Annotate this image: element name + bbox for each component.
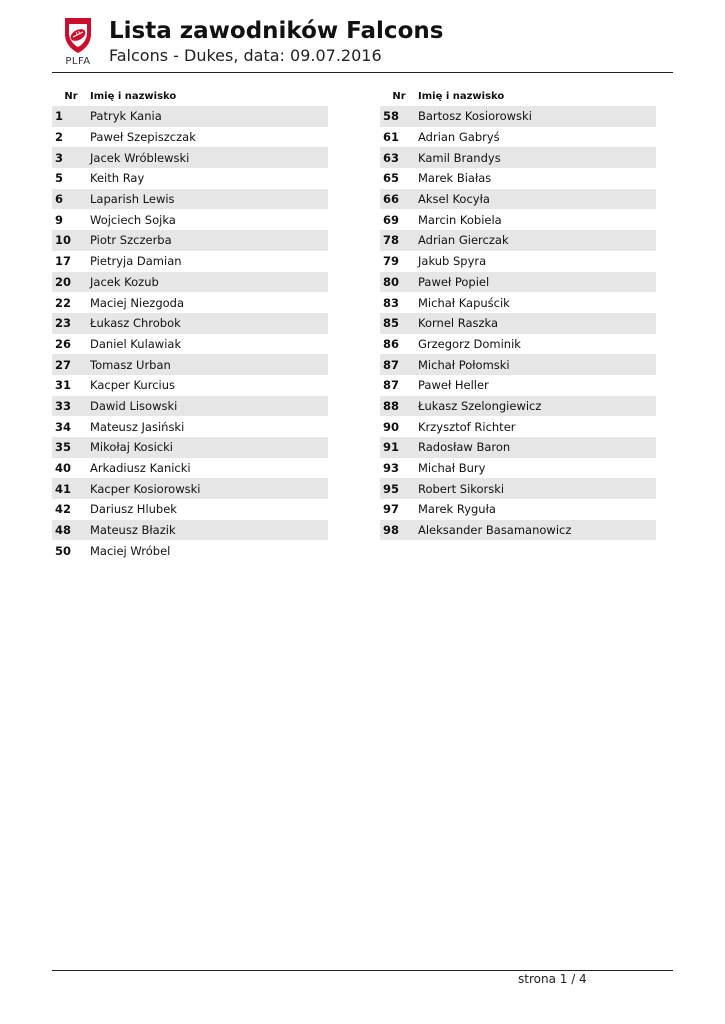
player-name: Adrian Gabryś: [418, 130, 500, 145]
player-name: Jacek Wróblewski: [90, 150, 190, 165]
table-row: [52, 251, 328, 272]
table-row: [380, 272, 656, 293]
player-number: 87: [383, 357, 400, 372]
player-name: Dawid Lisowski: [90, 398, 178, 413]
table-row: [52, 334, 328, 355]
player-name: Michał Połomski: [418, 357, 510, 372]
player-name: Kornel Raszka: [418, 316, 499, 331]
player-number: 58: [383, 109, 400, 124]
table-row: [380, 168, 656, 189]
player-number: 20: [55, 274, 72, 289]
page-title: Lista zawodników Falcons: [109, 18, 444, 44]
table-row: [380, 520, 656, 541]
player-name: Wojciech Sojka: [90, 212, 176, 227]
table-row: [380, 106, 656, 127]
player-name: Aksel Kocyła: [418, 192, 490, 207]
table-row: [52, 437, 328, 458]
table-row: [52, 540, 328, 561]
table-row: [52, 375, 328, 396]
player-name: Robert Sikorski: [418, 481, 505, 496]
player-number: 31: [55, 378, 72, 393]
table-row: [380, 334, 656, 355]
player-number: 97: [383, 502, 400, 517]
table-row: [52, 416, 328, 437]
player-number: 5: [55, 171, 64, 186]
player-name: Michał Bury: [418, 461, 486, 476]
player-name: Piotr Szczerba: [90, 233, 172, 248]
roster-table-left: [52, 86, 328, 561]
column-header-nr: Nr: [64, 90, 78, 102]
table-row: [52, 147, 328, 168]
player-name: Marek Ryguła: [418, 502, 496, 517]
player-name: Patryk Kania: [90, 109, 162, 124]
logo-text: PLFA: [65, 56, 91, 67]
player-number: 93: [383, 461, 400, 476]
table-row: [52, 499, 328, 520]
player-number: 91: [383, 440, 400, 455]
table-row: [52, 168, 328, 189]
player-number: 34: [55, 419, 72, 434]
footer-divider: [52, 970, 673, 971]
column-header-name: Imię i nazwisko: [90, 90, 177, 102]
player-number: 48: [55, 523, 72, 538]
table-row: [380, 396, 656, 417]
table-row: [380, 147, 656, 168]
player-number: 17: [55, 254, 72, 269]
column-header-name: Imię i nazwisko: [418, 90, 505, 102]
player-name: Bartosz Kosiorowski: [418, 109, 532, 124]
table-row: [380, 209, 656, 230]
player-name: Paweł Popiel: [418, 274, 490, 289]
player-number: 50: [55, 543, 72, 558]
table-row: [52, 292, 328, 313]
table-row: [52, 458, 328, 479]
player-name: Krzysztof Richter: [418, 419, 516, 434]
player-name: Jacek Kozub: [90, 274, 159, 289]
player-number: 42: [55, 502, 72, 517]
column-header-nr: Nr: [392, 90, 406, 102]
player-number: 9: [55, 212, 64, 227]
player-name: Dariusz Hlubek: [90, 502, 177, 517]
roster-table-right: [380, 86, 656, 540]
player-number: 2: [55, 130, 64, 145]
table-row: [380, 251, 656, 272]
table-row: [52, 272, 328, 293]
player-number: 27: [55, 357, 72, 372]
table-row: [380, 230, 656, 251]
table-row: [380, 375, 656, 396]
table-row: [52, 209, 328, 230]
table-row: [52, 127, 328, 148]
player-number: 3: [55, 150, 64, 165]
player-name: Tomasz Urban: [90, 357, 171, 372]
player-name: Grzegorz Dominik: [418, 336, 521, 351]
player-number: 78: [383, 233, 400, 248]
player-name: Łukasz Chrobok: [90, 316, 181, 331]
player-name: Paweł Heller: [418, 378, 489, 393]
table-row: [380, 499, 656, 520]
player-number: 23: [55, 316, 72, 331]
player-name: Kamil Brandys: [418, 150, 501, 165]
page-subtitle: Falcons - Dukes, data: 09.07.2016: [109, 46, 382, 65]
table-row: [380, 354, 656, 375]
table-header: [52, 86, 328, 106]
player-name: Kacper Kosiorowski: [90, 481, 201, 496]
player-name: Maciej Niezgoda: [90, 295, 185, 310]
player-number: 65: [383, 171, 400, 186]
table-row: [380, 416, 656, 437]
table-body: [52, 106, 328, 561]
table-row: [380, 437, 656, 458]
player-name: Marek Białas: [418, 171, 492, 186]
player-number: 61: [383, 130, 400, 145]
player-number: 6: [55, 192, 64, 207]
player-number: 88: [383, 398, 400, 413]
player-number: 35: [55, 440, 72, 455]
header-divider: [52, 72, 673, 73]
player-name: Kacper Kurcius: [90, 378, 175, 393]
player-number: 80: [383, 274, 400, 289]
player-number: 90: [383, 419, 400, 434]
player-name: Radosław Baron: [418, 440, 511, 455]
player-name: Maciej Wróbel: [90, 543, 171, 558]
player-name: Daniel Kulawiak: [90, 336, 182, 351]
table-row: [380, 189, 656, 210]
table-row: [52, 478, 328, 499]
player-number: 10: [55, 233, 72, 248]
player-number: 1: [55, 109, 64, 124]
player-number: 83: [383, 295, 400, 310]
table-row: [380, 458, 656, 479]
player-name: Pietryja Damian: [90, 254, 182, 269]
player-name: Michał Kapuścik: [418, 295, 510, 310]
player-number: 87: [383, 378, 400, 393]
table-row: [52, 230, 328, 251]
table-row: [52, 396, 328, 417]
player-name: Adrian Gierczak: [418, 233, 509, 248]
player-name: Aleksander Basamanowicz: [418, 523, 572, 538]
player-name: Marcin Kobiela: [418, 212, 502, 227]
table-row: [380, 478, 656, 499]
table-row: [52, 520, 328, 541]
table-row: [380, 292, 656, 313]
table-row: [52, 106, 328, 127]
player-name: Arkadiusz Kanicki: [90, 461, 191, 476]
table-row: [380, 313, 656, 334]
plfa-football-shield-icon: [62, 16, 94, 54]
plfa-logo: [58, 16, 98, 70]
table-row: [52, 313, 328, 334]
player-number: 95: [383, 481, 400, 496]
player-number: 79: [383, 254, 400, 269]
table-header: [380, 86, 656, 106]
page-number: strona 1 / 4: [518, 972, 587, 986]
player-number: 63: [383, 150, 400, 165]
table-row: [52, 354, 328, 375]
table-row: [380, 127, 656, 148]
player-name: Laparish Lewis: [90, 192, 175, 207]
player-number: 33: [55, 398, 72, 413]
player-number: 66: [383, 192, 400, 207]
player-number: 85: [383, 316, 400, 331]
table-body: [380, 106, 656, 540]
player-name: Mateusz Jasiński: [90, 419, 185, 434]
player-number: 40: [55, 461, 72, 476]
player-number: 26: [55, 336, 72, 351]
player-name: Mateusz Błazik: [90, 523, 176, 538]
player-name: Keith Ray: [90, 171, 145, 186]
player-name: Mikołaj Kosicki: [90, 440, 173, 455]
player-number: 69: [383, 212, 400, 227]
player-number: 22: [55, 295, 72, 310]
player-number: 86: [383, 336, 400, 351]
player-name: Paweł Szepiszczak: [90, 130, 196, 145]
table-row: [52, 189, 328, 210]
player-number: 41: [55, 481, 72, 496]
player-name: Łukasz Szelongiewicz: [418, 398, 542, 413]
player-number: 98: [383, 523, 400, 538]
player-name: Jakub Spyra: [418, 254, 487, 269]
